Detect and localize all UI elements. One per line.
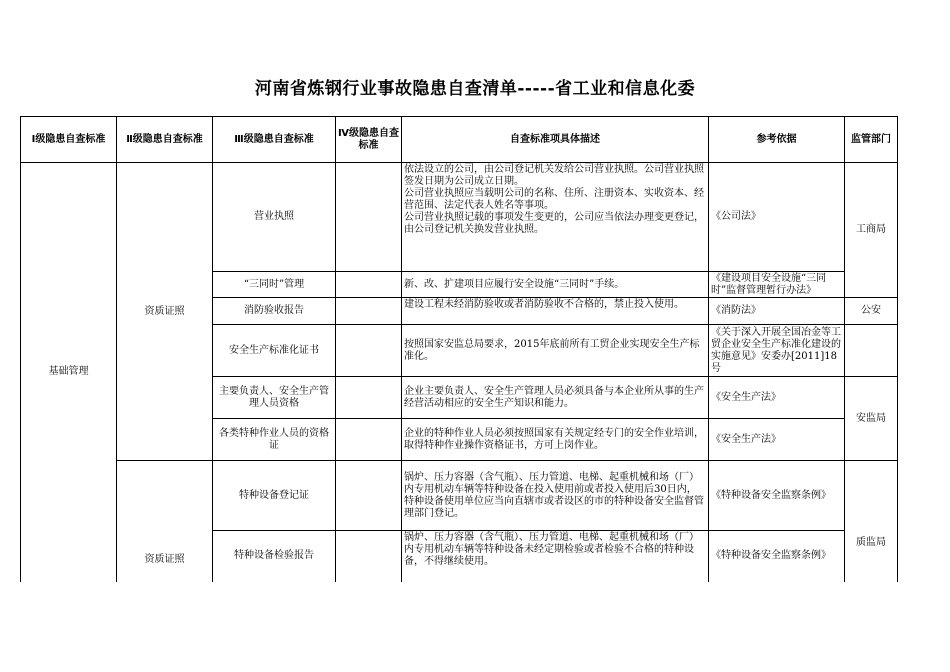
dept-cell: 公安 bbox=[845, 298, 898, 325]
basis-cell: 《特种设备安全监察条例》 bbox=[709, 531, 845, 582]
basis-cell: 《公司法》 bbox=[709, 163, 845, 272]
desc-cell: 新、改、扩建项目应履行安全设施“三同时”手续。 bbox=[402, 272, 709, 298]
level3-cell: 营业执照 bbox=[213, 163, 336, 272]
desc-cell: 依法设立的公司，由公司登记机关发给公司营业执照。公司营业执照签发日期为公司成立日期。 公司营业执照应当载明公司的名称、住所、注册资本、实收资本、经营范围、法定代表人姓名等事项。 公司营业执照记载的事项发生变更的，公司应当依法办理变更登记，由公司登记机关换发营业执照。 bbox=[402, 163, 709, 272]
basis-cell: 《安全生产法》 bbox=[709, 377, 845, 419]
level4-cell bbox=[336, 298, 402, 325]
dept-cell: 工商局 bbox=[845, 163, 898, 298]
level1-cell: 基础管理 bbox=[21, 163, 117, 582]
level3-cell: 消防验收报告 bbox=[213, 298, 336, 325]
table-row bbox=[21, 461, 898, 531]
header-basis: 参考依据 bbox=[709, 117, 845, 163]
header-level3: Ⅲ级隐患自查标准 bbox=[213, 117, 336, 163]
basis-cell: 《特种设备安全监察条例》 bbox=[709, 461, 845, 531]
dept-cell: 质监局 bbox=[845, 461, 898, 582]
level4-cell bbox=[336, 325, 402, 377]
level2-cell: 资质证照 bbox=[117, 163, 213, 461]
level4-cell bbox=[336, 163, 402, 272]
level3-cell: 特种设备检验报告 bbox=[213, 531, 336, 582]
header-level1: Ⅰ级隐患自查标准 bbox=[21, 117, 117, 163]
desc-cell: 建设工程未经消防验收或者消防验收不合格的，禁止投入使用。 bbox=[402, 298, 709, 325]
basis-cell: 《消防法》 bbox=[709, 298, 845, 325]
level4-cell bbox=[336, 531, 402, 582]
dept-cell-empty bbox=[845, 325, 898, 377]
desc-cell: 企业主要负责人、安全生产管理人员必须具备与本企业所从事的生产经营活动相应的安全生产知识和能力。 bbox=[402, 377, 709, 419]
level3-cell: 安全生产标准化证书 bbox=[213, 325, 336, 377]
desc-cell: 锅炉、压力容器（含气瓶）、压力管道、电梯、起重机械和场（厂）内专用机动车辆等特种设备在投入使用前或者投入使用后30日内，特种设备使用单位应当向直辖市或者设区的市的特种设备安全监督管理部门登记。 bbox=[402, 461, 709, 531]
level3-cell: 主要负责人、安全生产管理人员资格 bbox=[213, 377, 336, 419]
basis-cell: 《关于深入开展全国冶金等工贸企业安全生产标准化建设的实施意见》安委办[2011]18号 bbox=[709, 325, 845, 377]
desc-cell: 按照国家安监总局要求，2015年底前所有工贸企业实现安全生产标准化。 bbox=[402, 325, 709, 377]
level4-cell bbox=[336, 419, 402, 461]
header-level2: Ⅱ级隐患自查标准 bbox=[117, 117, 213, 163]
desc-cell: 锅炉、压力容器（含气瓶）、压力管道、电梯、起重机械和场（厂）内专用机动车辆等特种设备未经定期检验或者检验不合格的特种设备，不得继续使用。 bbox=[402, 531, 709, 582]
level2-cell: 资质证照 bbox=[117, 461, 213, 582]
desc-cell: 企业的特种作业人员必须按照国家有关规定经专门的安全作业培训，取得特种作业操作资格证书，方可上岗作业。 bbox=[402, 419, 709, 461]
level3-cell: 特种设备登记证 bbox=[213, 461, 336, 531]
header-desc: 自查标准项具体描述 bbox=[402, 117, 709, 163]
basis-cell: 《安全生产法》 bbox=[709, 419, 845, 461]
level4-cell bbox=[336, 377, 402, 419]
level3-cell: 各类特种作业人员的资格证 bbox=[213, 419, 336, 461]
level4-cell bbox=[336, 272, 402, 298]
page-title: 河南省炼钢行业事故隐患自查清单-----省工业和信息化委 bbox=[254, 79, 696, 99]
header-level4: Ⅳ级隐患自查标准 bbox=[336, 117, 402, 163]
dept-cell: 安监局 bbox=[845, 377, 898, 461]
basis-cell: 《建设项目安全设施“三同时”监督管理暂行办法》 bbox=[709, 272, 845, 298]
header-dept: 监管部门 bbox=[845, 117, 898, 163]
level4-cell bbox=[336, 461, 402, 531]
header-row bbox=[21, 117, 898, 163]
level3-cell: “三同时”管理 bbox=[213, 272, 336, 298]
checklist-table bbox=[20, 116, 898, 582]
table-row bbox=[21, 163, 898, 272]
